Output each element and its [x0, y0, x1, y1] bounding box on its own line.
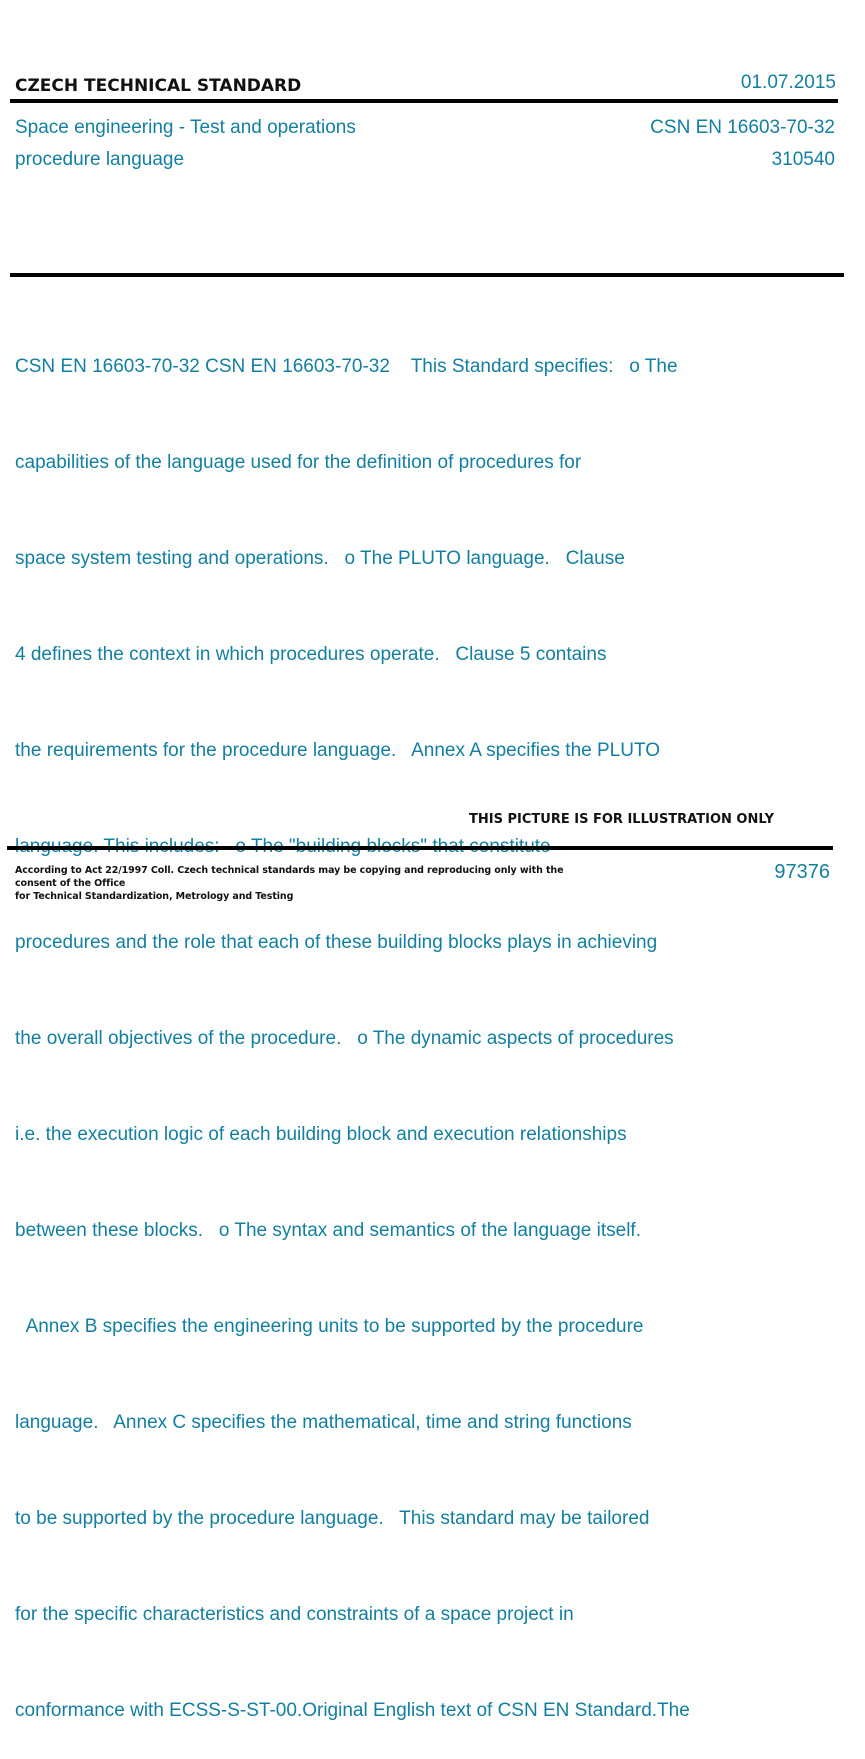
document-type-heading: CZECH TECHNICAL STANDARD — [15, 76, 302, 96]
legal-notice — [15, 864, 595, 903]
abstract-line: CSN EN 16603-70-32 CSN EN 16603-70-32 This Standard specifies: o The — [15, 356, 678, 377]
legal-notice-line-2: for Technical Standardization, Metrology and Testing — [15, 891, 294, 902]
abstract-line: between these blocks. o The syntax and semantics of the language itself. — [15, 1220, 641, 1241]
document-number: 97376 — [774, 861, 830, 883]
abstract-line: Annex B specifies the engineering units to be supported by the procedure — [15, 1316, 644, 1337]
abstract-line: the overall objectives of the procedure. o The dynamic aspects of procedures — [15, 1028, 674, 1049]
abstract-line: procedures and the role that each of these building blocks plays in achieving — [15, 932, 658, 953]
title-divider — [10, 273, 844, 277]
publication-date: 01.07.2015 — [740, 72, 836, 93]
abstract-line: 4 defines the context in which procedures operate. Clause 5 contains — [15, 644, 607, 665]
standard-abstract — [15, 287, 805, 1759]
abstract-line: capabilities of the language used for the definition of procedures for — [15, 452, 582, 473]
abstract-line: language. Annex C specifies the mathematical, time and string functions — [15, 1412, 632, 1433]
illustration-notice: THIS PICTURE IS FOR ILLUSTRATION ONLY — [469, 812, 774, 827]
legal-notice-line-1: According to Act 22/1997 Coll. Czech technical standards may be copying and reproducing only with the consent of the Office — [15, 865, 564, 889]
standard-title-line-1: Space engineering - Test and operations — [15, 117, 356, 138]
abstract-line: the requirements for the procedure language. Annex A specifies the PLUTO — [15, 740, 660, 761]
header-divider — [10, 99, 838, 103]
abstract-line: conformance with ECSS-S-ST-00.Original English text of CSN EN Standard.The — [15, 1700, 690, 1721]
standard-title-line-2: procedure language — [15, 149, 185, 170]
abstract-line: i.e. the execution logic of each building block and execution relationships — [15, 1124, 627, 1145]
abstract-line: space system testing and operations. o The PLUTO language. Clause — [15, 548, 625, 569]
abstract-line: to be supported by the procedure language. This standard may be tailored — [15, 1508, 650, 1529]
classification-number: 310540 — [771, 149, 835, 170]
footer-divider — [7, 846, 833, 850]
abstract-line: for the specific characteristics and constraints of a space project in — [15, 1604, 574, 1625]
standard-code: CSN EN 16603-70-32 — [650, 117, 835, 138]
